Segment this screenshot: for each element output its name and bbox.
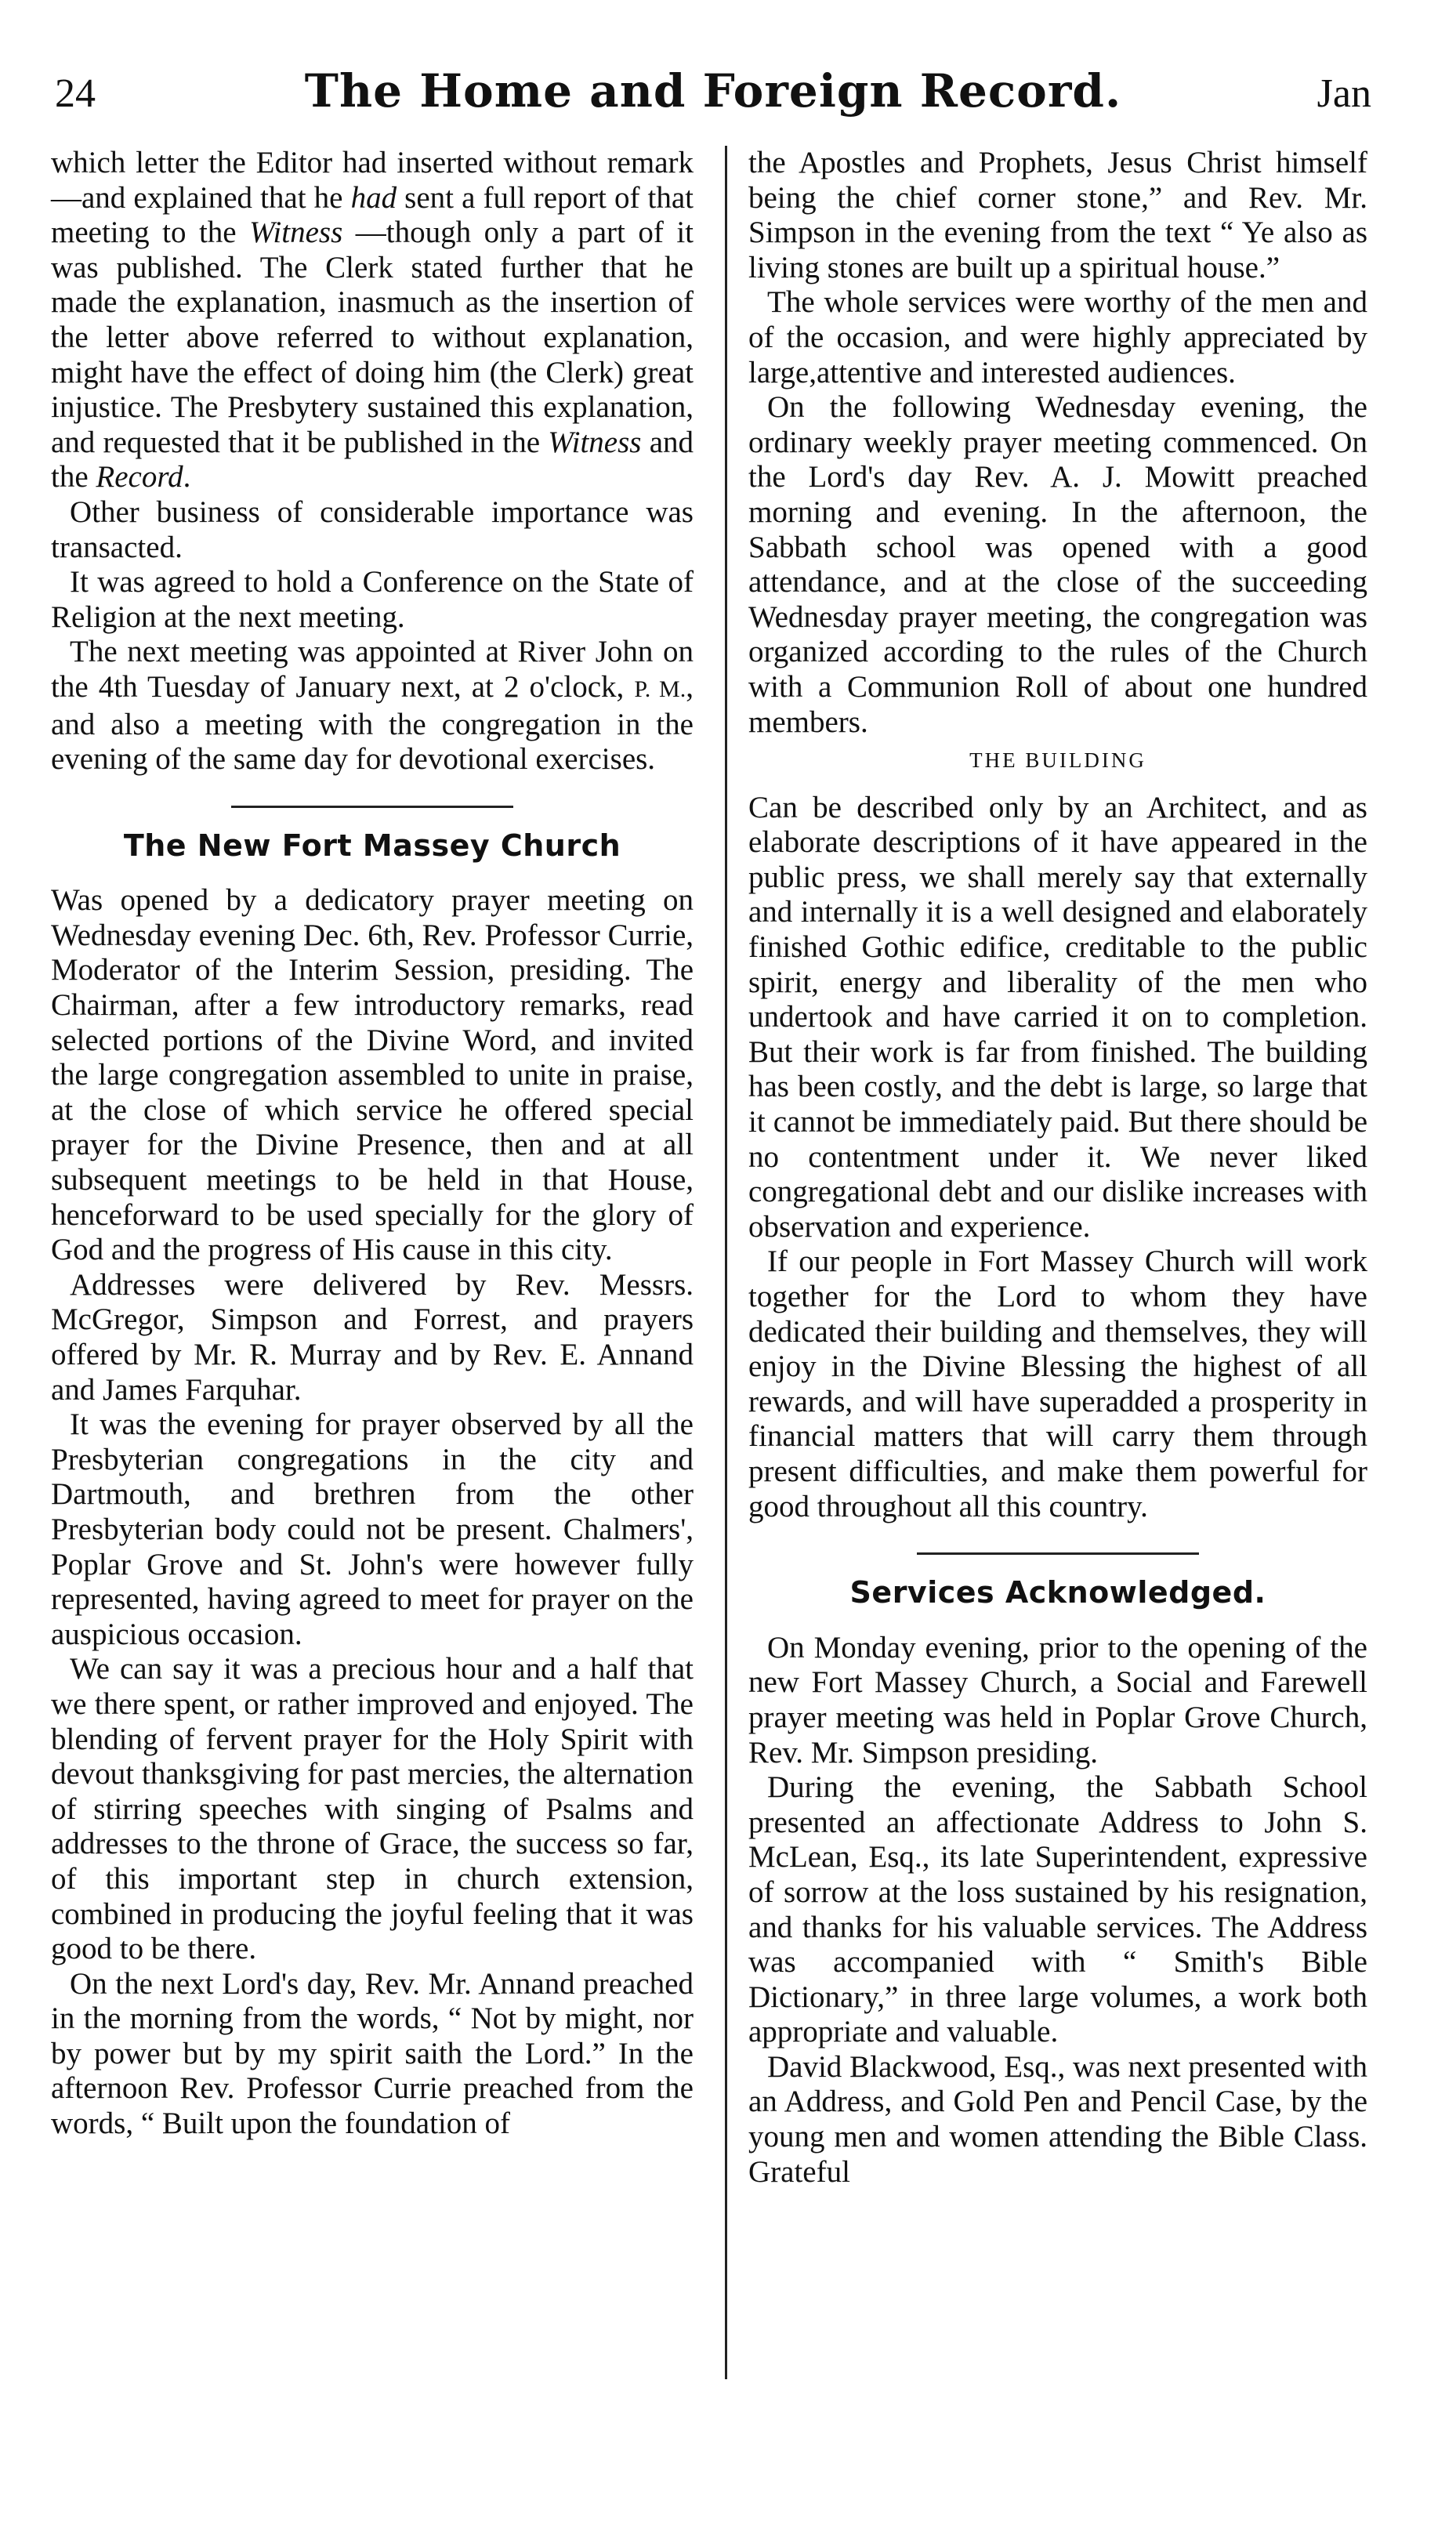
paragraph: the Apostles and Prophets, Jesus Christ himself being the chief corner stone,” and Rev. Mr. Simpson in the evening from the text “ Ye also as living stones are built up a spiritual house.”	[748, 146, 1367, 284]
paragraph: On the next Lord's day, Rev. Mr. Annand preached in the morning from the words, “ Not by might, nor by power but by my spirit saith the Lord.” In the afternoon Rev. Professor Currie preached from the words, “ Built upon the foundation of	[51, 1966, 694, 2141]
text-run: The next meeting was appointed at River John on the 4th Tuesday of January next, at 2 o'clock,	[51, 635, 694, 704]
text-run: —though only a part of it was published. The Clerk stated further that he made the explanation, inasmuch as the insertion of the letter above referred to without explanation, might have the effect of doing him (the Clerk) great injustice. The Presbytery sustained this explanation, and requested that it be published in the	[51, 216, 694, 459]
paragraph: Was opened by a dedicatory prayer meeting on Wednesday evening Dec. 6th, Rev. Professor Currie, Moderator of the Interim Session, presiding. The Chairman, after a few introductory remarks, read selected portions of the Divine Word, and invited the large congregation assembled to unite in praise, at the close of which service he offered special prayer for the Divine Presence, then and at all subsequent meetings to be held in that House, henceforward to be used specially for the glory of God and the progress of His cause in this city.	[51, 883, 694, 1267]
text-run: .	[183, 460, 191, 494]
section-divider	[231, 806, 513, 808]
italic-text: Witness	[249, 216, 343, 250]
paragraph: If our people in Fort Massey Church will work together for the Lord to whom they have dedicated their building and themselves, they will enjoy in the Divine Blessing the highest of all rewards, and will have superadded a prosperity in financial matters that will carry them through present difficulties, and make them powerful for good throughout all this country.	[748, 1244, 1367, 1523]
section-subheading: THE BUILDING	[969, 748, 1146, 773]
paragraph: On Monday evening, prior to the opening of the new Fort Massey Church, a Social and Farewell prayer meeting was held in Poplar Grove Church, Rev. Mr. Simpson presiding.	[748, 1630, 1367, 1770]
paragraph: It was the evening for prayer observed by all the Presbyterian congregations in the city and Dartmouth, and brethren from the other Presbyterian body could not be present. Chalmers', Poplar Grove and St. John's were however fully represented, having agreed to meet for prayer on the auspicious occasion.	[51, 1407, 694, 1651]
text-run: , and also a meeting with the congregation in the evening of the same day for devotional exercises.	[51, 669, 694, 777]
paragraph: The whole services were worthy of the men and of the occasion, and were highly appreciated by large,attentive and interested audiences.	[748, 285, 1367, 389]
paragraph: Addresses were delivered by Rev. Messrs. McGregor, Simpson and Forrest, and prayers offered by Mr. R. Murray and by Rev. E. Annand and James Farquhar.	[51, 1267, 694, 1407]
paragraph: Can be described only by an Architect, and as elaborate descriptions of it have appeared in the public press, we shall merely say that externally and internally it is a well designed and elaborately finished Gothic edifice, creditable to the public spirit, energy and liberality of the men who undertook and have carried it on to completion. But their work is far from finished. The building has been costly, and the debt is large, so large that it cannot be immediately paid. But there should be no contentment under it. We never liked congregational debt and our dislike increases with observation and experience.	[748, 790, 1367, 1244]
month-label: Jan	[1317, 71, 1371, 116]
paragraph	[51, 146, 694, 495]
paragraph	[51, 635, 694, 777]
italic-text: had	[350, 180, 397, 215]
text-run: P. M.	[634, 676, 686, 702]
paragraph: On the following Wednesday evening, the ordinary weekly prayer meeting commenced. On the Lord's day Rev. A. J. Mowitt preached morning and evening. In the afternoon, the Sabbath school was opened with a good attendance, and at the close of the succeeding Wednesday prayer meeting, the congregation was organized according to the rules of the Church with a Communion Roll of about one hundred members.	[748, 390, 1367, 739]
italic-text: Witness	[548, 425, 642, 459]
text-run: sent a full report of that meeting to the	[51, 180, 694, 250]
text-run: which letter the Editor had inserted without remark—and explained that he	[51, 146, 694, 215]
page-number: 24	[55, 71, 96, 116]
article-heading: Services Acknowledged.	[849, 1575, 1266, 1610]
paragraph: Other business of considerable importance was transacted.	[51, 494, 694, 564]
paragraph: It was agreed to hold a Conference on the State of Religion at the next meeting.	[51, 565, 694, 634]
text-run: and the	[51, 425, 694, 494]
section-divider	[917, 1552, 1199, 1555]
italic-text: Record	[96, 460, 183, 494]
paragraph: We can say it was a precious hour and a half that we there spent, or rather improved and enjoyed. The blending of fervent prayer for the Holy Spirit with devout thanksgiving for past mercies, the alternation of stirring speeches with singing of Psalms and addresses to the throne of Grace, the success so far, of this important step in church extension, combined in producing the joyful feeling that it was good to be there.	[51, 1652, 694, 1966]
right-column	[748, 146, 1367, 2190]
running-header	[55, 64, 1371, 127]
publication-title: The Home and Foreign Record.	[304, 64, 1122, 118]
article-heading: The New Fort Massey Church	[123, 828, 621, 863]
paragraph: David Blackwood, Esq., was next presented with an Address, and Gold Pen and Pencil Case, by the young men and women attending the Bible Class. Grateful	[748, 2049, 1367, 2189]
left-column	[51, 146, 694, 2142]
column-rule	[725, 146, 727, 2379]
paragraph: During the evening, the Sabbath School presented an affectionate Address to John S. McLean, Esq., its late Superintendent, expressive of sorrow at the loss sustained by his resignation, and thanks for his valuable services. The Address was accompanied with “ Smith's Bible Dictionary,” in three large volumes, a work both appropriate and valuable.	[748, 1770, 1367, 2049]
